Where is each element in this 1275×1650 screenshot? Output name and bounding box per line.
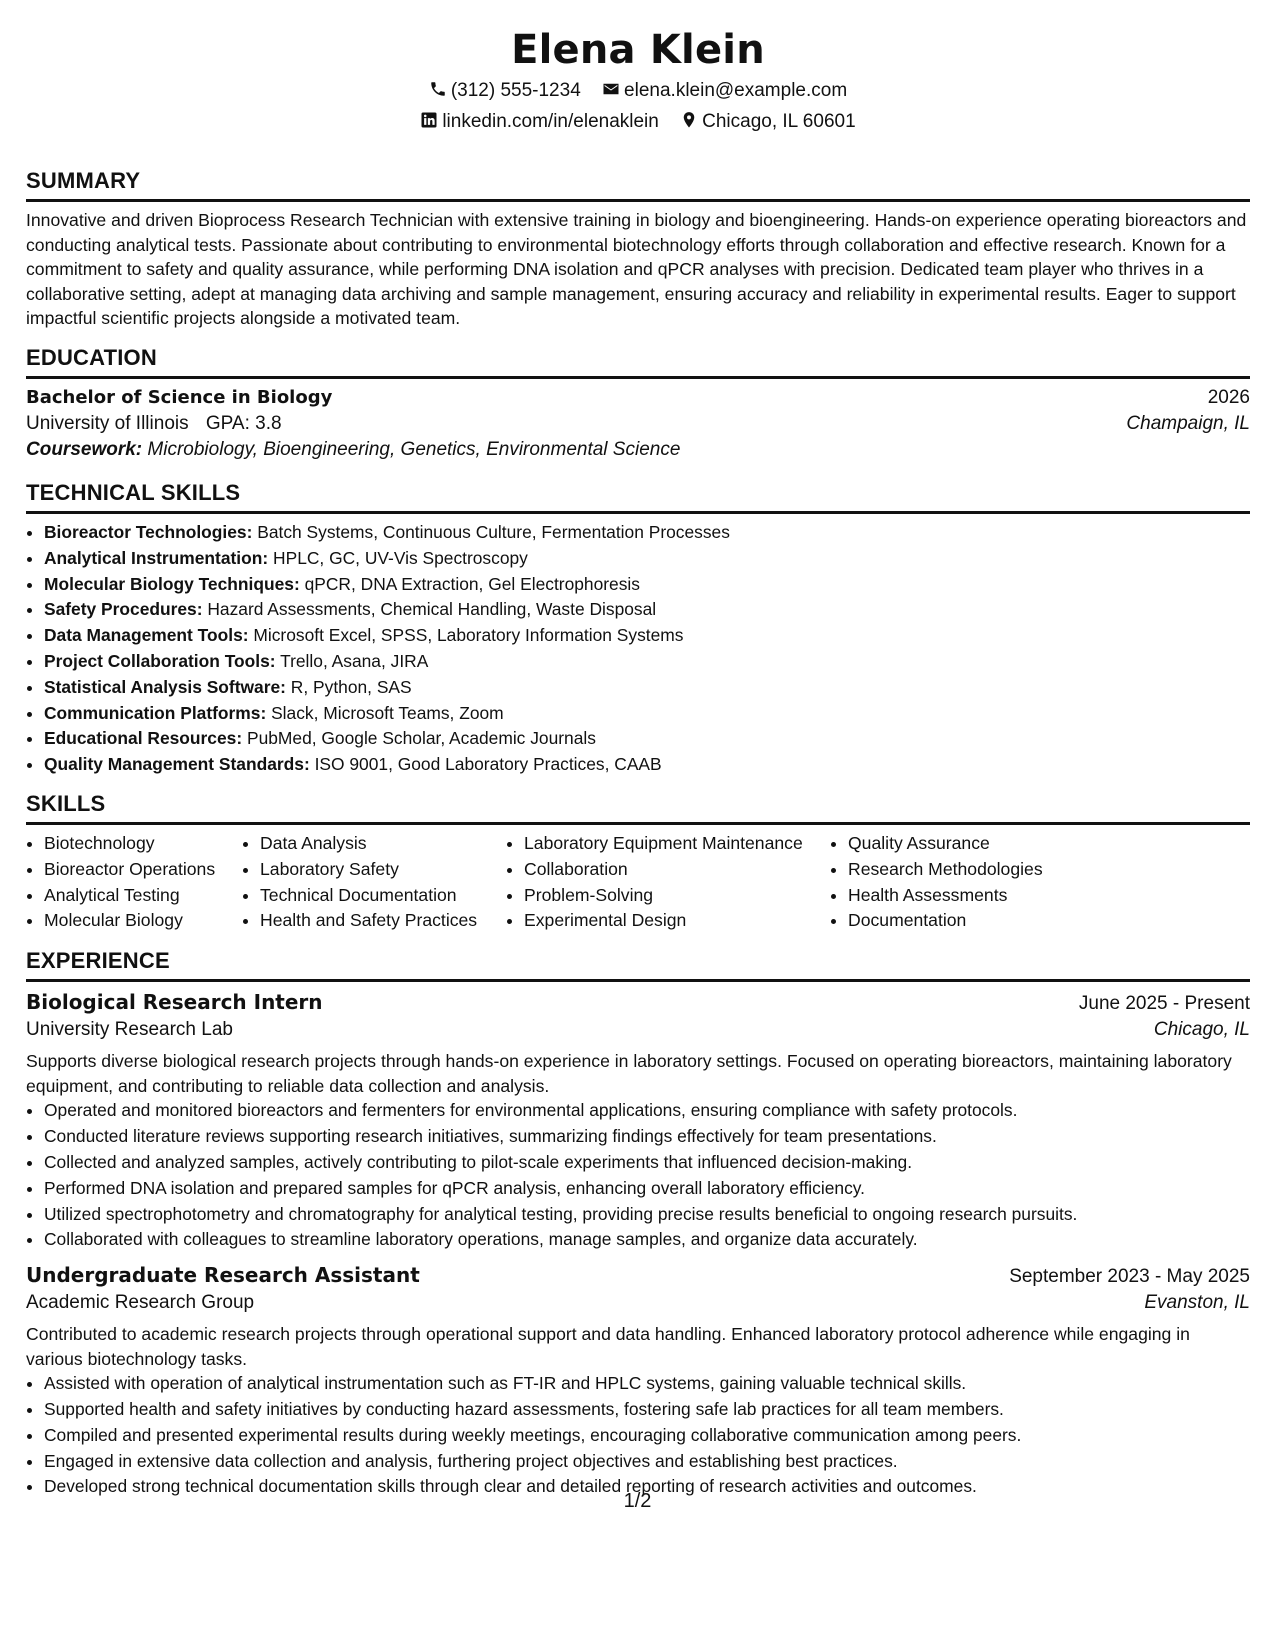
section-title-summary: SUMMARY	[26, 167, 1250, 202]
page-number: 1/2	[623, 1490, 652, 1512]
technical-skills-section	[26, 479, 1250, 778]
job-header-row	[26, 1263, 1250, 1288]
job-dates: September 2023 - May 2025	[1009, 1266, 1250, 1288]
skill-values: R, Python, SAS	[290, 676, 412, 697]
envelope-icon	[602, 80, 620, 98]
list-item: • Utilized spectrophotometry and chromatography for analytical testing, providing precise results beneficial to ongoing research pursuits.	[44, 1202, 1250, 1228]
resume-page	[26, 0, 1250, 1500]
skill-category: Quality Management Standards:	[44, 754, 310, 775]
skill-category: Safety Procedures:	[44, 599, 203, 620]
section-title-skills: SKILLS	[26, 790, 1250, 825]
skill-values: Slack, Microsoft Teams, Zoom	[271, 702, 504, 723]
list-item: • Collected and analyzed samples, actively contributing to pilot-scale experiments that influenced decision-making.	[44, 1150, 1250, 1176]
list-item	[44, 597, 1250, 623]
skills-grid	[26, 831, 1250, 934]
experience-section	[26, 947, 1250, 1500]
list-item: • Laboratory Equipment Maintenance	[524, 831, 830, 857]
list-item	[44, 675, 1250, 701]
education-school-row	[26, 413, 1250, 435]
list-item: • Health Assessments	[848, 883, 1108, 909]
job-summary: Supports diverse biological research projects through hands-on experience in laboratory settings. Focused on operating bioreactors, maintaining laboratory equipment, and contributing to reliable data collection and analysis.	[26, 1051, 1232, 1096]
job-dates: June 2025 - Present	[1078, 993, 1250, 1015]
skill-values: Hazard Assessments, Chemical Handling, Waste Disposal	[207, 599, 657, 620]
location-contact	[680, 107, 856, 137]
list-item	[44, 546, 1250, 572]
job-bullets	[26, 1098, 1250, 1253]
coursework-line	[26, 439, 1250, 461]
list-item	[44, 623, 1250, 649]
list-item	[44, 520, 1250, 546]
job-org-row	[26, 1019, 1250, 1041]
job-bullets	[26, 1371, 1250, 1500]
education-section	[26, 344, 1250, 461]
job-header-row	[26, 990, 1250, 1015]
list-item: • Collaborated with colleagues to streamline laboratory operations, manage samples, and organize data accurately.	[44, 1227, 1250, 1253]
skills-column-3	[506, 831, 830, 934]
list-item: • Bioreactor Operations	[44, 857, 242, 883]
job-location: Chicago, IL	[1153, 1019, 1250, 1041]
section-title-education: EDUCATION	[26, 344, 1250, 379]
summary-section	[26, 167, 1250, 331]
skill-values: HPLC, GC, UV-Vis Spectroscopy	[273, 547, 528, 568]
skills-section	[26, 790, 1250, 934]
list-item: • Health and Safety Practices	[260, 908, 506, 934]
skill-values: Microsoft Excel, SPSS, Laboratory Information Systems	[253, 625, 684, 646]
list-item	[44, 726, 1250, 752]
skill-category: Educational Resources:	[44, 728, 243, 749]
skill-category: Project Collaboration Tools:	[44, 650, 276, 671]
list-item: • Engaged in extensive data collection and analysis, furthering project objectives and establishing best practices.	[44, 1449, 1250, 1475]
school-name: University of Illinois	[26, 412, 189, 434]
job-summary: Contributed to academic research projects through operational support and data handling. Enhanced laboratory protocol adherence while engaging in various biotechnology tasks.	[26, 1324, 1190, 1369]
job-org-row	[26, 1292, 1250, 1314]
coursework-list: Microbiology, Bioengineering, Genetics, Environmental Science	[147, 438, 681, 460]
skill-values: Trello, Asana, JIRA	[280, 650, 429, 671]
list-item: • Developed strong technical documentation skills through clear and detailed reporting of research activities and outcomes.	[44, 1474, 1250, 1500]
job-location: Evanston, IL	[1144, 1292, 1250, 1314]
skills-column-1	[26, 831, 242, 934]
list-item: • Data Analysis	[260, 831, 506, 857]
list-item: • Problem-Solving	[524, 883, 830, 909]
skill-values: PubMed, Google Scholar, Academic Journals	[246, 728, 596, 749]
list-item: • Compiled and presented experimental results during weekly meetings, encouraging collaborative communication among peers.	[44, 1423, 1250, 1449]
linkedin-icon	[420, 111, 438, 129]
section-title-technical-skills: TECHNICAL SKILLS	[26, 479, 1250, 514]
list-item	[44, 701, 1250, 727]
list-item: • Supported health and safety initiatives by conducting hazard assessments, fostering safe lab practices for all team members.	[44, 1397, 1250, 1423]
list-item: • Documentation	[848, 908, 1108, 934]
skill-values: qPCR, DNA Extraction, Gel Electrophoresis	[304, 573, 640, 594]
email-address[interactable]: elena.klein@example.com	[624, 80, 848, 101]
graduation-year: 2026	[1207, 386, 1250, 408]
list-item: • Collaboration	[524, 857, 830, 883]
linkedin-url[interactable]: linkedin.com/in/elenaklein	[442, 111, 659, 132]
list-item	[44, 752, 1250, 778]
skills-column-4	[830, 831, 1108, 934]
list-item: • Performed DNA isolation and prepared samples for qPCR analysis, enhancing overall laboratory efficiency.	[44, 1176, 1250, 1202]
list-item: • Molecular Biology	[44, 908, 242, 934]
school-location: Champaign, IL	[1126, 412, 1250, 434]
job-entry	[26, 1263, 1250, 1500]
job-title: Undergraduate Research Assistant	[26, 1263, 420, 1288]
contact-row-1	[26, 76, 1250, 107]
gpa: GPA: 3.8	[205, 412, 282, 434]
job-entry	[26, 990, 1250, 1253]
list-item: • Assisted with operation of analytical instrumentation such as FT-IR and HPLC systems, gaining valuable technical skills.	[44, 1371, 1250, 1397]
skills-column-2	[242, 831, 506, 934]
email-contact[interactable]	[602, 76, 847, 106]
list-item: • Operated and monitored bioreactors and fermenters for environmental applications, ensuring compliance with safety protocols.	[44, 1098, 1250, 1124]
list-item	[44, 572, 1250, 598]
skill-values: ISO 9001, Good Laboratory Practices, CAAB	[314, 754, 662, 775]
skill-category: Bioreactor Technologies:	[44, 521, 253, 542]
list-item: • Technical Documentation	[260, 883, 506, 909]
list-item	[44, 649, 1250, 675]
list-item: • Conducted literature reviews supporting research initiatives, summarizing findings effectively for team presentations.	[44, 1124, 1250, 1150]
candidate-name: Elena Klein	[511, 27, 765, 73]
map-pin-icon	[680, 111, 698, 129]
school-line	[26, 413, 282, 435]
summary-text: Innovative and driven Bioprocess Research Technician with extensive training in biology and bioengineering. Hands-on experience operating bioreactors and conducting analytical tests. Passionate about contributing to environmental biotechnology efforts through collaboration and effective research. Known for a commitment to safety and quality assurance, while performing DNA isolation and qPCR analyses with precision. Dedicated team player who thrives in a collaborative setting, adept at managing data archiving and sample management, ensuring accuracy and reliability in experimental results. Eager to support impactful scientific projects alongside a motivated team.	[26, 210, 1247, 329]
job-title: Biological Research Intern	[26, 990, 323, 1015]
phone-contact	[429, 76, 581, 106]
contact-row-2	[26, 107, 1250, 138]
list-item: • Quality Assurance	[848, 831, 1108, 857]
list-item: • Experimental Design	[524, 908, 830, 934]
skill-category: Communication Platforms:	[44, 702, 267, 723]
list-item: • Research Methodologies	[848, 857, 1108, 883]
job-organization: Academic Research Group	[26, 1292, 255, 1314]
linkedin-contact[interactable]	[420, 107, 659, 137]
list-item: • Analytical Testing	[44, 883, 242, 909]
skill-category: Molecular Biology Techniques:	[44, 573, 300, 594]
skill-category: Analytical Instrumentation:	[44, 547, 269, 568]
education-header-row	[26, 387, 1250, 409]
coursework-label: Coursework:	[26, 438, 143, 460]
skill-category: Statistical Analysis Software:	[44, 676, 286, 697]
location-text: Chicago, IL 60601	[702, 111, 856, 132]
skill-category: Data Management Tools:	[44, 625, 249, 646]
degree-title: Bachelor of Science in Biology	[26, 386, 333, 408]
list-item: • Biotechnology	[44, 831, 242, 857]
skill-values: Batch Systems, Continuous Culture, Fermentation Processes	[257, 521, 730, 542]
job-organization: University Research Lab	[26, 1019, 233, 1041]
list-item: • Laboratory Safety	[260, 857, 506, 883]
technical-skills-list	[26, 520, 1250, 778]
phone-number: (312) 555-1234	[450, 80, 581, 101]
section-title-experience: EXPERIENCE	[26, 947, 1250, 982]
phone-icon	[429, 80, 447, 98]
